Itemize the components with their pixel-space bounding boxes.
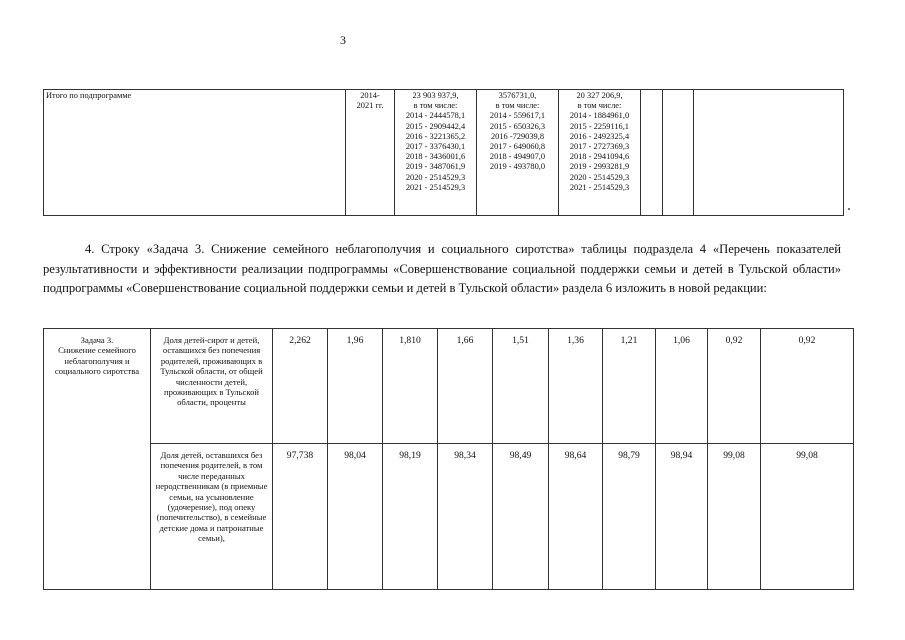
value-cell: 1,51: [493, 329, 549, 444]
value-cell: 2,262: [273, 329, 328, 444]
value-cell: 0,92: [761, 329, 854, 444]
period-cell: 2014- 2021 гг.: [346, 90, 395, 216]
amount-line: в том числе:: [495, 101, 540, 111]
amount-line: 3576731,0,: [498, 91, 537, 100]
amount-line: 2017 - 2727369,3: [569, 142, 630, 152]
amount-line: в том числе:: [413, 101, 458, 111]
value-cell: 98,79: [603, 444, 656, 590]
amendment-paragraph: 4. Строку «Задача 3. Снижение семейного неблагополучия и социального сиротства» таблицы подраздела 4 «Перечень показателей результативности и эффективности реализации подпрограммы «Совершенствование социальной поддержки семьи и детей в Тульской области» подпрограммы «Совершенствование социальной поддержки семьи и детей в Тульской области» раздела 6 изложить в новой редакции:: [43, 242, 841, 296]
indicator-cell: Доля детей-сирот и детей, оставшихся без попечения родителей, проживающих в Тульской области, от общей численности детей, проживающих в Тульской области, проценты: [151, 329, 273, 444]
amount-line: 2018 - 3436001,6: [405, 152, 466, 162]
amount-line: 2016 - 3221365,2: [405, 131, 466, 141]
value-cell: 1,66: [438, 329, 493, 444]
regional-amount-cell: [559, 90, 641, 216]
value-cell: 0,92: [708, 329, 761, 444]
value-cell: 98,19: [383, 444, 438, 590]
amount-line: в том числе:: [577, 101, 622, 111]
amount-line: 2014 - 559617,1: [489, 111, 546, 121]
amount-line: 2018 - 494907,0: [489, 152, 546, 162]
value-cell: 1,96: [328, 329, 383, 444]
value-cell: 1,21: [603, 329, 656, 444]
indicator-cell: Доля детей, оставшихся без попечения родителей, в том числе переданных неродственникам (в приемные семьи, на усыновление (удочерение), под опеку (попечительство), в семейные детские дома и патронатные семьи),: [151, 444, 273, 590]
amount-line: 2020 - 2514529,3: [569, 172, 630, 182]
value-cell: 98,34: [438, 444, 493, 590]
scan-artifact: [848, 208, 850, 210]
empty-cell: [694, 90, 844, 216]
amount-line: 2019 - 493780,0: [489, 162, 546, 172]
value-cell: 97,738: [273, 444, 328, 590]
task-cell: Задача 3. Снижение семейного неблагополучия и социального сиротства: [44, 329, 151, 590]
amount-line: 2020 - 2514529,3: [405, 172, 466, 182]
page-number: 3: [340, 33, 346, 47]
amount-line: 2017 - 649060,8: [489, 142, 546, 152]
total-amount-cell: [395, 90, 477, 216]
indicators-table: [43, 328, 854, 590]
subprogram-total-table: [43, 89, 844, 216]
value-cell: 98,49: [493, 444, 549, 590]
amount-line: 23 903 937,9,: [412, 91, 459, 100]
value-cell: 1,810: [383, 329, 438, 444]
amount-line: 2016 -729039,8: [490, 131, 545, 141]
value-cell: 1,06: [656, 329, 708, 444]
amount-line: 2014 - 1884961,0: [569, 111, 630, 121]
value-cell: 98,64: [549, 444, 603, 590]
total-label: Итого по подпрограмме: [44, 90, 346, 216]
federal-amount-cell: [477, 90, 559, 216]
amount-line: 2018 - 2941094,6: [569, 152, 630, 162]
amount-line: 2021 - 2514529,3: [405, 182, 466, 192]
value-cell: 99,08: [708, 444, 761, 590]
amount-line: 2021 - 2514529,3: [569, 182, 630, 192]
empty-cell: [641, 90, 663, 216]
amount-line: 2016 - 2492325,4: [569, 131, 630, 141]
value-cell: 1,36: [549, 329, 603, 444]
amount-line: 2014 - 2444578,1: [405, 111, 466, 121]
amount-line: 2017 - 3376430,1: [405, 142, 466, 152]
empty-cell: [663, 90, 694, 216]
amount-line: 2015 - 2909442,4: [405, 121, 466, 131]
amount-line: 2015 - 2259116,1: [569, 121, 629, 131]
value-cell: 98,94: [656, 444, 708, 590]
value-cell: 99,08: [761, 444, 854, 590]
amount-line: 20 327 206,9,: [576, 91, 623, 100]
amount-line: 2019 - 2993281,9: [569, 162, 630, 172]
value-cell: 98,04: [328, 444, 383, 590]
amount-line: 2015 - 650326,3: [489, 121, 546, 131]
amount-line: 2019 - 3487061,9: [405, 162, 466, 172]
